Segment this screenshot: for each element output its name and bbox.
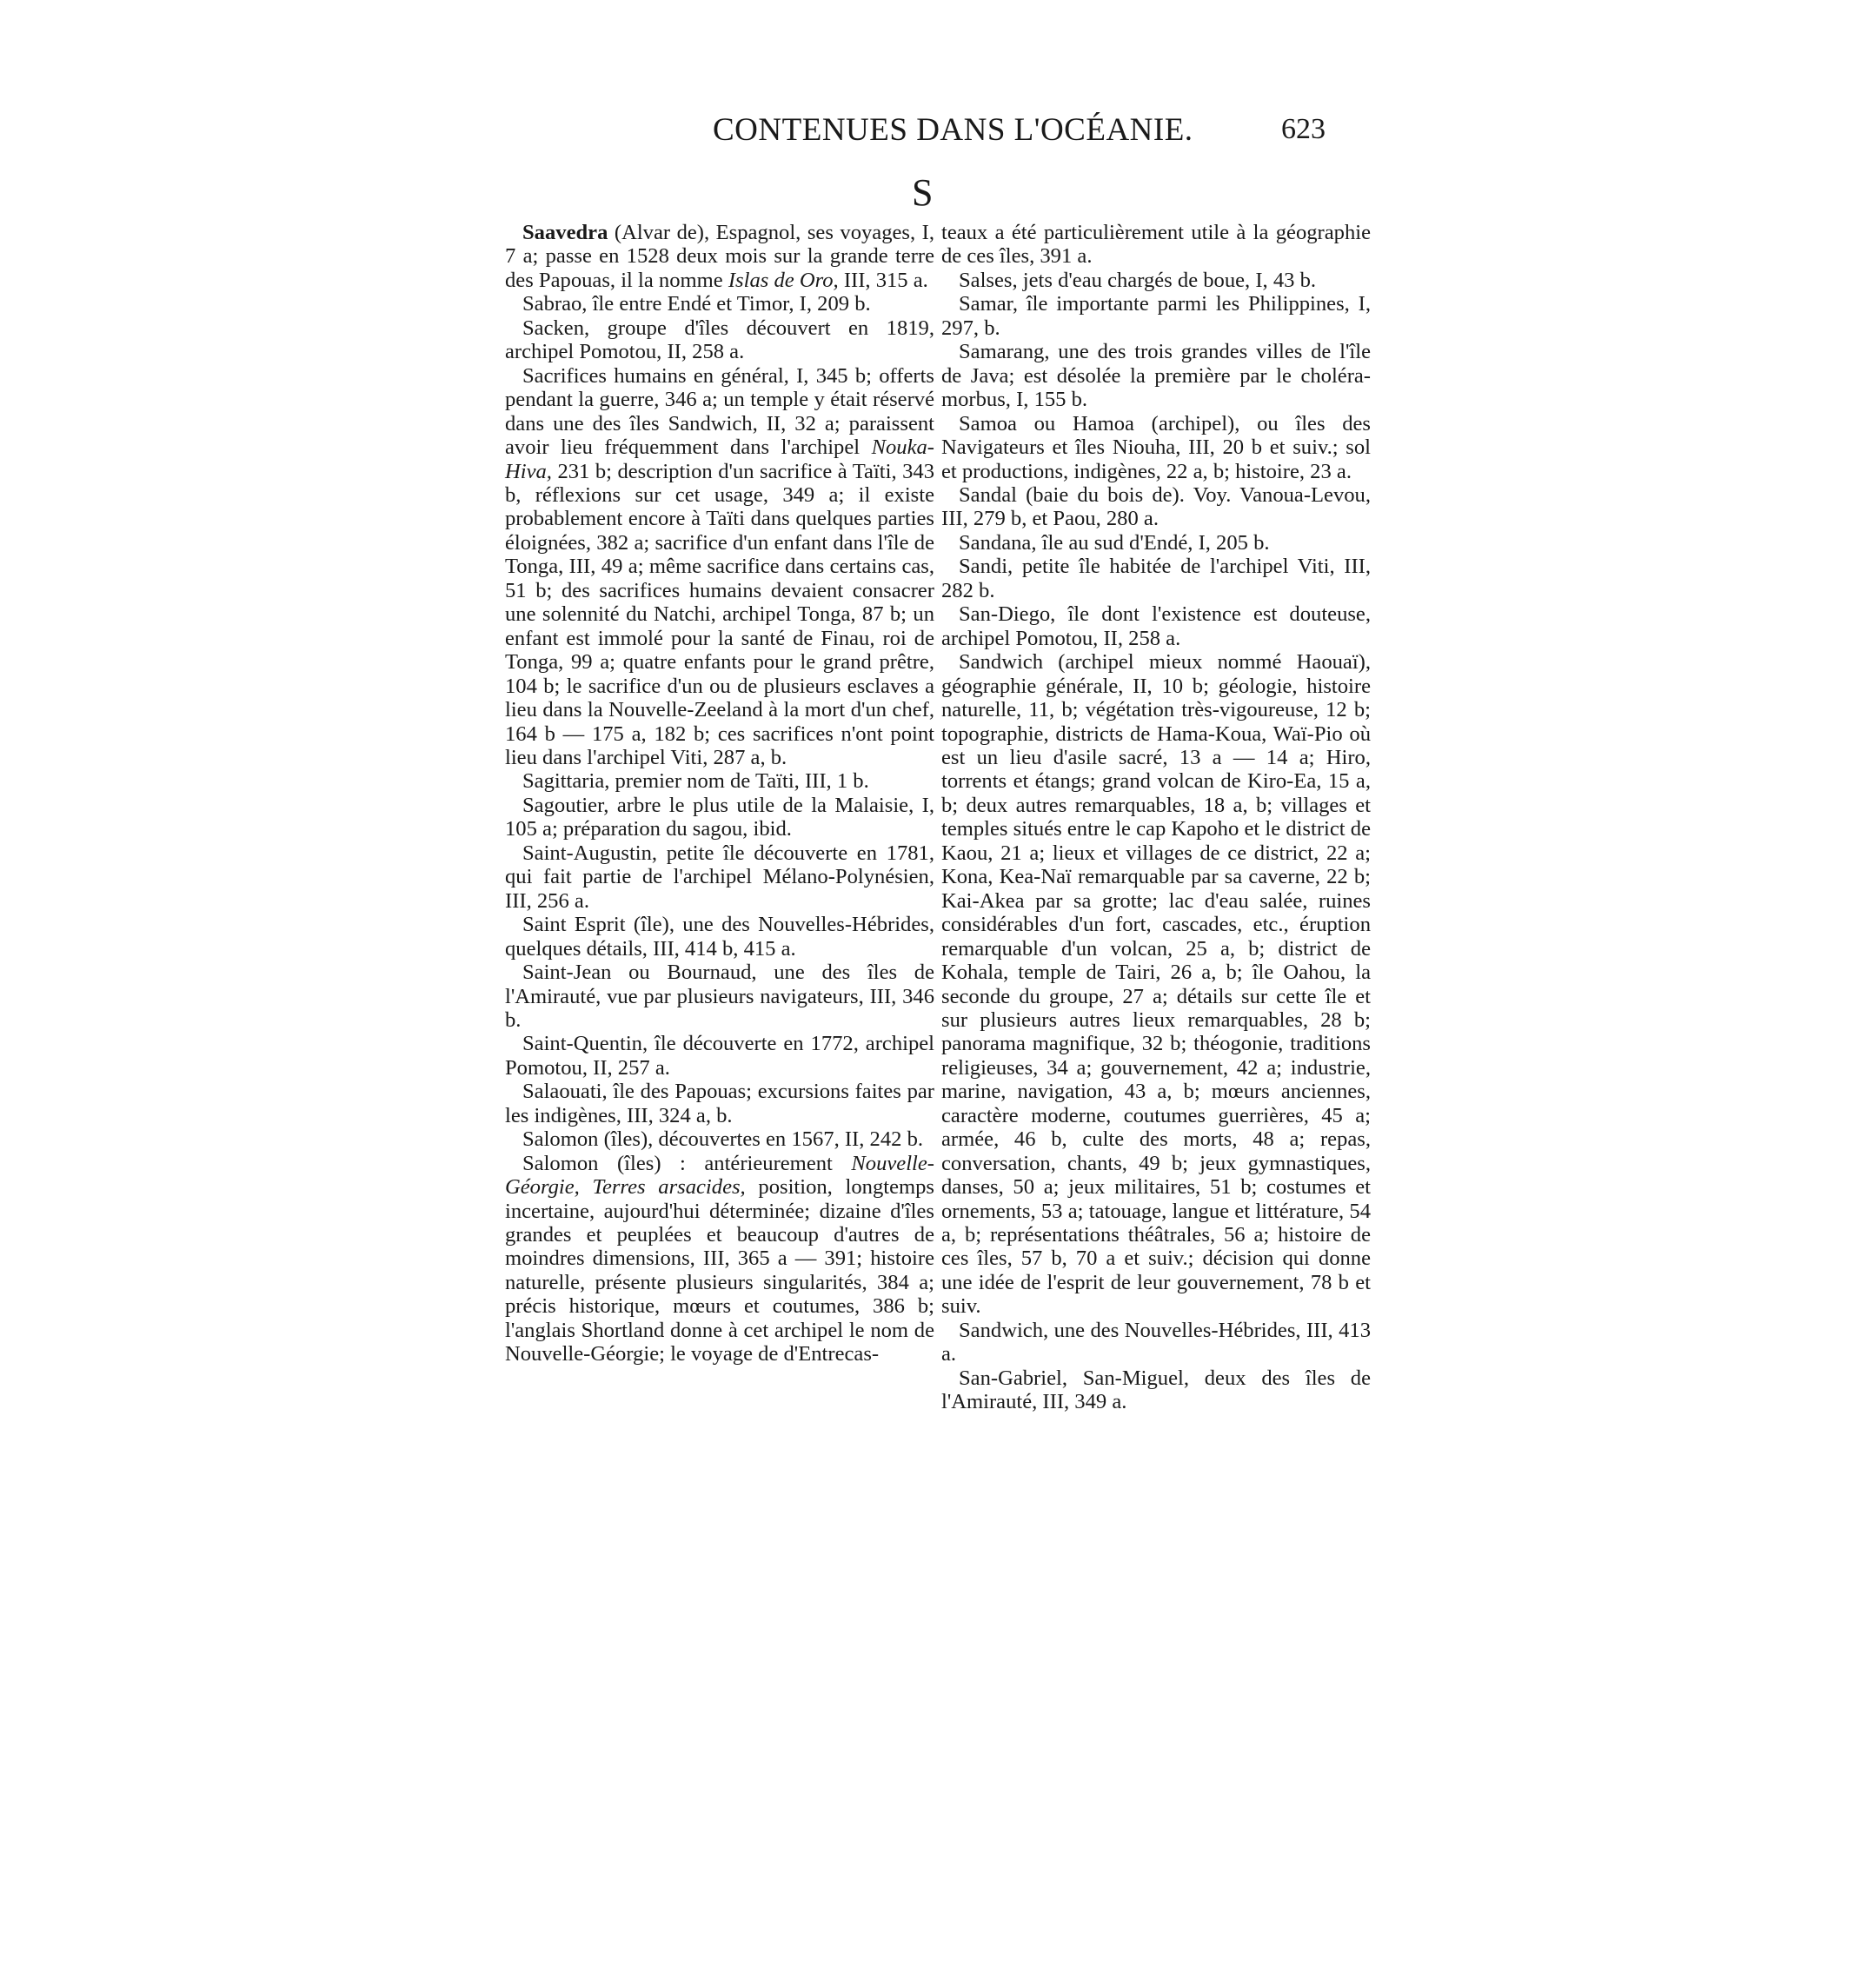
index-entry xyxy=(941,1366,1371,1414)
entry-headword: Saavedra xyxy=(522,221,608,244)
left-column xyxy=(505,221,934,1366)
index-entry xyxy=(505,1152,934,1366)
entry-text: Sandana, île au sud d'Endé, I, 205 b. xyxy=(959,530,1270,555)
index-entry xyxy=(505,292,934,316)
entry-text: Salomon (îles), découvertes en 1567, II, 242 b. xyxy=(522,1127,924,1152)
entry-text: San-Gabriel, San-Miguel, deux des îles de l'Amirauté, III, 349 a. xyxy=(941,1366,1371,1414)
index-entry xyxy=(941,650,1371,1319)
index-entry xyxy=(941,292,1371,340)
index-entry xyxy=(505,364,934,770)
page-number: 623 xyxy=(1281,113,1326,145)
entry-text: Sabrao, île entre Endé et Timor, I, 209 b. xyxy=(522,292,871,316)
entry-text: position, longtemps incertaine, aujourd'hui déterminée; dizaine d'îles grandes et peuplées et beaucoup d'autres de moindres dimensions, III, 365 a — 391; histoire naturelle, présente plusieurs singularités, 384 a; précis historique, mœurs et coutumes, 386 b; l'anglais Shortland donne à cet archipel le nom de Nouvelle-Géorgie; le voyage de d'Entrecas- xyxy=(505,1175,934,1366)
index-entry xyxy=(505,1080,934,1127)
entry-text: III, 315 a. xyxy=(838,268,928,292)
index-entry xyxy=(941,269,1371,292)
right-column xyxy=(941,221,1371,1414)
index-entry xyxy=(505,221,934,292)
entry-text: Sandwich, une des Nouvelles-Hébrides, III, 413 a. xyxy=(941,1318,1371,1366)
entry-text: Salses, jets d'eau chargés de boue, I, 43 b. xyxy=(959,268,1317,292)
index-entry xyxy=(941,412,1371,483)
index-entry xyxy=(505,961,934,1032)
entry-text: Saint-Quentin, île découverte en 1772, archipel Pomotou, II, 257 a. xyxy=(505,1032,934,1080)
entry-text: Saint-Augustin, petite île découverte en 1781, qui fait partie de l'archipel Mélano-Polynésien, III, 256 a. xyxy=(505,841,934,913)
section-letter: S xyxy=(912,171,934,214)
entry-text: Saint Esprit (île), une des Nouvelles-Hébrides, quelques détails, III, 414 b, 415 a. xyxy=(505,913,934,961)
entry-text: Sandwich (archipel mieux nommé Haouaï), géographie générale, II, 10 b; géologie, histoire naturelle, 11, b; végétation très-vigoureuse, 12 b; topographie, districts de Hama-Koua, Waï-Pio où est un lieu d'asile sacré, 13 a — 14 a; Hiro, torrents et étangs; grand volcan de Kiro-Ea, 15 a, b; deux autres remarquables, 18 a, b; villages et temples situés entre le cap Kapoho et le district de Kaou, 21 a; lieux et villages de ce district, 22 a; Kona, Kea-Naï remarquable par sa caverne, 22 b; Kai-Akea par sa grotte; lac d'eau salée, ruines considérables d'un fort, cascades, etc., éruption remarquable d'un volcan, 25 a, b; district de Kohala, temple de Tairi, 26 a, b; île Oahou, la seconde du groupe, 27 a; détails sur cette île et sur plusieurs autres lieux remarquables, 28 b; panorama magnifique, 32 b; théogonie, traditions religieuses, 34 a; gouvernement, 42 a; industrie, marine, navigation, 43 a, b; mœurs anciennes, caractère moderne, coutumes guerrières, 45 a; armée, 46 b, culte des morts, 48 a; repas, conversation, chants, 49 b; jeux gymnastiques, danses, 50 a; jeux militaires, 51 b; costumes et ornements, 53 a; tatouage, langue et littérature, 54 a, b; représentations théâtrales, 56 a; histoire de ces îles, 57 b, 70 a et suiv.; décision qui donne une idée de l'esprit de leur gouvernement, 78 b et suiv. xyxy=(941,650,1371,1319)
running-title: CONTENUES DANS L'OCÉANIE. xyxy=(713,112,1193,148)
entry-text: Samar, île importante parmi les Philippines, I, 297, b. xyxy=(941,292,1371,340)
entry-text: Saint-Jean ou Bournaud, une des îles de l'Amirauté, vue par plusieurs navigateurs, III, 346 b. xyxy=(505,961,934,1032)
entry-text: Samarang, une des trois grandes villes de l'île de Java; est désolée la première par le choléra-morbus, I, 155 b. xyxy=(941,340,1371,412)
index-entry xyxy=(505,769,934,793)
entry-text: Samoa ou Hamoa (archipel), ou îles des Navigateurs et îles Niouha, III, 20 b et suiv.; sol et productions, indigènes, 22 a, b; histoire, 23 a. xyxy=(941,411,1371,483)
index-entry-continuation xyxy=(941,221,1371,269)
index-entry xyxy=(505,1032,934,1080)
index-entry xyxy=(941,1319,1371,1366)
entry-text: Salomon (îles) : antérieurement xyxy=(522,1151,852,1175)
entry-italic: Islas de Oro, xyxy=(728,268,839,292)
entry-text: Sagittaria, premier nom de Taïti, III, 1 b. xyxy=(522,769,869,794)
index-entry xyxy=(941,483,1371,531)
index-entry xyxy=(941,340,1371,411)
index-entry xyxy=(941,602,1371,650)
entry-text: 231 b; description d'un sacrifice à Taïti, 343 b, réflexions sur cet usage, 349 a; il existe probablement encore à Taïti dans quelques parties éloignées, 382 a; sacrifice d'un enfant dans l'île de Tonga, III, 49 a; même sacrifice dans certains cas, 51 b; des sacrifices humains devaient consacrer une solennité du Natchi, archipel Tonga, 87 b; un enfant est immolé pour la santé de Finau, roi de Tonga, 99 a; quatre enfants pour le grand prêtre, 104 b; le sacrifice d'un ou de plusieurs esclaves a lieu dans la Nouvelle-Zeeland à la mort d'un chef, 164 b — 175 a, 182 b; ces sacrifices n'ont point lieu dans l'archipel Viti, 287 a, b. xyxy=(505,459,934,769)
entry-text: Salaouati, île des Papouas; excursions faites par les indigènes, III, 324 a, b. xyxy=(505,1080,934,1127)
entry-text: Sacrifices humains en général, I, 345 b; offerts pendant la guerre, 346 a; un temple y était réservé dans une des îles Sandwich, II, 32 a; paraissent avoir lieu fréquemment dans l'archipel xyxy=(505,363,934,460)
entry-text: Sacken, groupe d'îles découvert en 1819, archipel Pomotou, II, 258 a. xyxy=(505,316,934,364)
index-entry xyxy=(505,913,934,961)
index-entry xyxy=(941,555,1371,602)
index-entry xyxy=(505,841,934,913)
entry-text: San-Diego, île dont l'existence est douteuse, archipel Pomotou, II, 258 a. xyxy=(941,602,1371,650)
entry-text: (Alvar de), Espagnol, ses voyages, I, 7 a; passe en 1528 deux mois sur la grande terre des Papouas, il la nomme xyxy=(505,221,934,292)
index-entry xyxy=(941,531,1371,555)
entry-text: Sandi, petite île habitée de l'archipel Viti, III, 282 b. xyxy=(941,555,1371,602)
entry-italic: Nouvelle-Géorgie, Terres arsacides, xyxy=(505,1151,934,1200)
index-entry xyxy=(505,316,934,364)
entry-text: Sandal (baie du bois de). Voy. Vanoua-Levou, III, 279 b, et Paou, 280 a. xyxy=(941,482,1371,531)
entry-italic: Nouka-Hiva, xyxy=(505,435,934,483)
index-entry xyxy=(505,1127,934,1151)
entry-text: teaux a été particulièrement utile à la géographie de ces îles, 391 a. xyxy=(941,221,1371,269)
index-entry xyxy=(505,794,934,841)
entry-text: Sagoutier, arbre le plus utile de la Malaisie, I, 105 a; préparation du sagou, ibid. xyxy=(505,793,934,841)
